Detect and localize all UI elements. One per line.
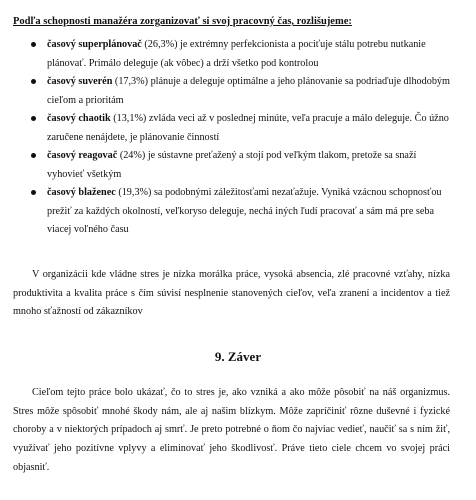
list-item [31, 147, 451, 184]
bullet-icon [31, 153, 36, 158]
type-name: časový chaotik [47, 113, 111, 124]
type-name: časový reagovač [47, 150, 118, 161]
bullet-icon [31, 116, 36, 121]
list-item-text [47, 147, 451, 184]
list-item-text [47, 73, 451, 110]
bullet-icon [31, 42, 36, 47]
type-description: (13,1%) zvláda veci až v poslednej minúte, veľa pracuje a málo deleguje. Čo úžno zaručene nenájdete, je plánovanie činností [47, 113, 449, 143]
bullet-icon [31, 190, 36, 195]
type-description: (19,3%) sa podobnými záležitosťami nezaťažuje. Vyniká vzácnou schopnosťou prežiť za každých okolností, veľkoryso deleguje, nechá iných ľudí pracovať a sám má pre seba viacej voľného času [47, 187, 442, 235]
list-item-text [47, 184, 451, 240]
list-item [31, 184, 451, 240]
conclusion-paragraph: Cieľom tejto práce bolo ukázať, čo to stres je, ako vzniká a ako môže pôsobiť na náš organizmus. Stres môže spôsobiť mnohé škody nám, ale aj našim blízkym. Môže zapríčiniť rôzne duševné i fyzické choroby a v niektorých prípadoch aj smrť. Je preto potrebné o ňom čo najviac vedieť, naučiť sa s ním žiť, využívať jeho pozitívne vplyvy a eliminovať jeho škodlivosť. Práve tieto ciele chcem vo svojej práci objasniť. [13, 387, 450, 473]
type-description: (17,3%) plánuje a deleguje optimálne a jeho plánovanie sa podriaďuje dlhodobým cieľom a prioritám [47, 76, 450, 106]
type-name: časový blaženec [47, 187, 116, 198]
body-paragraph: V organizácii kde vládne stres je nízka morálka práce, vysoká absencia, zlé pracovné vzťahy, nízka produktivita a kvalita práce s čím súvisí nesplnenie stanovených cieľov, veľa zranení a incidentov a tiež mnoho sťažností od zákazníkov [13, 269, 450, 318]
type-description: (26,3%) je extrémny perfekcionista a pociťuje stálu potrebu nutkanie plánovať. Primálo deleguje (ak vôbec) a drží všetko pod kontrolou [47, 39, 426, 69]
list-item [31, 110, 451, 147]
type-name: časový superplánovač [47, 39, 142, 50]
type-name: časový suverén [47, 76, 113, 87]
list-item-text [47, 36, 451, 73]
section-heading: Podľa schopnosti manažéra zorganizovať si svoj pracovný čas, rozlišujeme: [13, 16, 352, 27]
list-item-text [47, 110, 451, 147]
list-item [31, 36, 451, 73]
bullet-icon [31, 79, 36, 84]
list-item [31, 73, 451, 110]
type-description: (24%) je sústavne preťažený a stojí pod veľkým tlakom, pretože sa snaží vyhovieť všetkým [47, 150, 417, 180]
chapter-title: 9. Záver [214, 349, 262, 364]
